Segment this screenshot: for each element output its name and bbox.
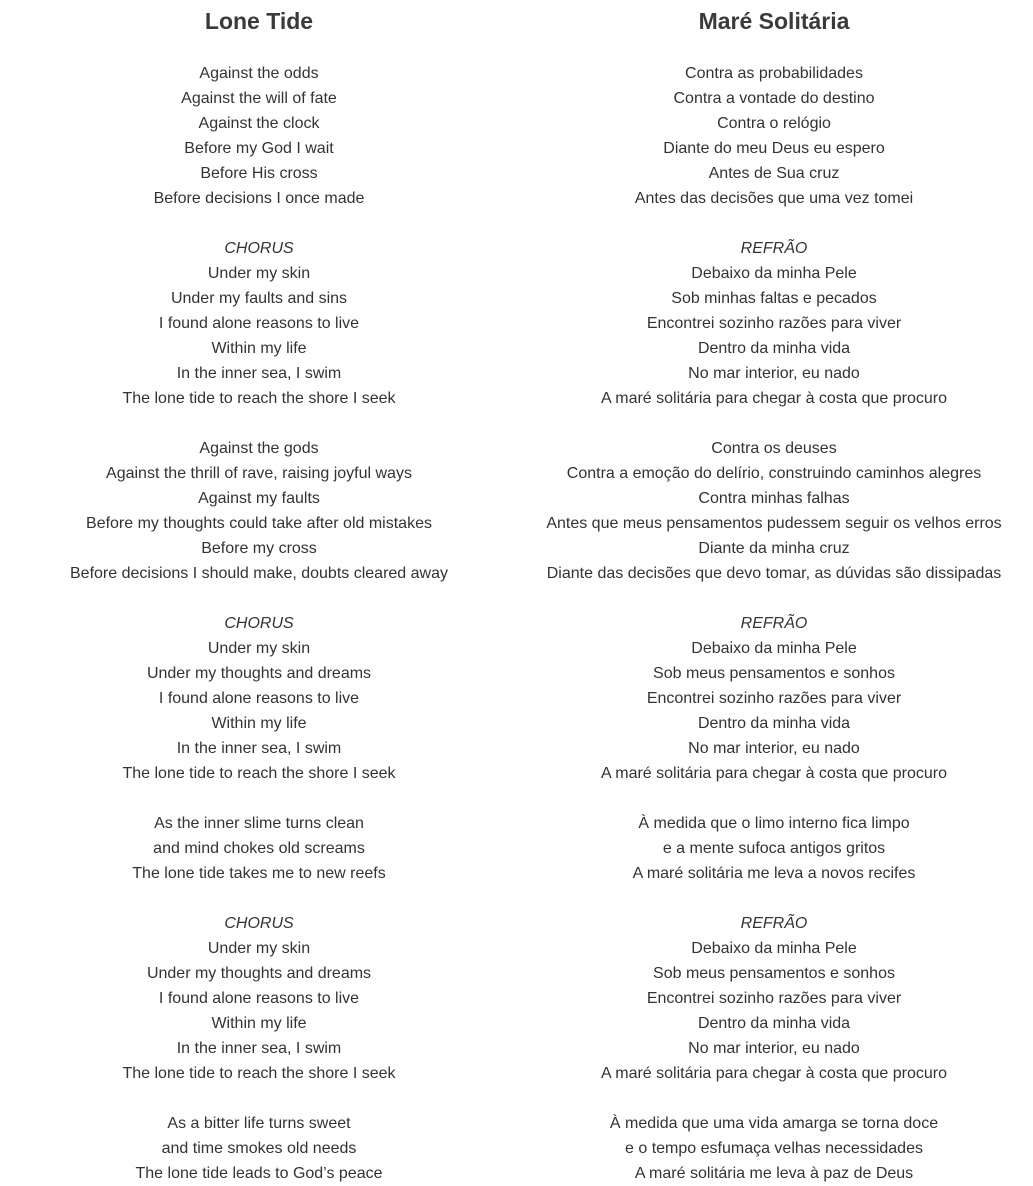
english-lyric-line: I found alone reasons to live <box>158 990 360 1007</box>
portuguese-lyric-line: A maré solitária me leva à paz de Deus <box>634 1165 914 1182</box>
stanza-spacer <box>515 211 1033 236</box>
portuguese-lyric-line: Debaixo da minha Pele <box>691 940 857 957</box>
english-lyric-line: Under my skin <box>207 265 311 282</box>
portuguese-lyric-line: Contra as probabilidades <box>685 65 863 82</box>
english-lyric-line: and time smokes old needs <box>161 1140 357 1157</box>
english-lyric-line: I found alone reasons to live <box>158 690 360 707</box>
stanza-spacer <box>0 1086 518 1111</box>
portuguese-lyric-line: Dentro da minha vida <box>697 1015 851 1032</box>
english-lyric-line: I found alone reasons to live <box>158 315 360 332</box>
portuguese-lyric-line: Sob meus pensamentos e sonhos <box>653 965 895 982</box>
english-lyric-line: Under my faults and sins <box>170 290 348 307</box>
english-lyric-line: Within my life <box>211 715 307 732</box>
portuguese-lyric-line: Dentro da minha vida <box>697 715 851 732</box>
english-lyric-line: Against the thrill of rave, raising joyful ways <box>106 465 412 482</box>
portuguese-lyric-line: Antes das decisões que uma vez tomei <box>634 190 914 207</box>
english-lyric-line: The lone tide leads to God’s peace <box>135 1165 383 1182</box>
english-lyrics-body <box>0 61 518 1186</box>
portuguese-lyric-line: A maré solitária para chegar à costa que procuro <box>601 765 947 782</box>
portuguese-lyric-line: Contra a vontade do destino <box>673 90 875 107</box>
portuguese-lyrics-column <box>515 0 1033 1182</box>
portuguese-lyric-line: Sob meus pensamentos e sonhos <box>653 665 895 682</box>
portuguese-chorus-label: REFRÃO <box>740 915 808 932</box>
stanza-spacer <box>0 586 518 611</box>
portuguese-lyric-line: À medida que o limo interno fica limpo <box>638 815 910 832</box>
english-chorus-label: CHORUS <box>224 240 294 257</box>
portuguese-lyric-line: No mar interior, eu nado <box>688 740 860 757</box>
stanza-spacer <box>0 886 518 911</box>
portuguese-chorus-label: REFRÃO <box>740 240 808 257</box>
portuguese-lyric-line: Contra minhas falhas <box>698 490 850 507</box>
english-lyric-line: Before decisions I should make, doubts cleared away <box>70 565 448 582</box>
english-lyric-line: In the inner sea, I swim <box>176 740 342 757</box>
portuguese-lyric-line: Encontrei sozinho razões para viver <box>646 315 902 332</box>
english-lyric-line: Under my thoughts and dreams <box>146 965 372 982</box>
english-lyric-line: and mind chokes old screams <box>153 840 365 857</box>
english-lyrics-column <box>0 0 518 1182</box>
portuguese-lyric-line: A maré solitária me leva a novos recifes <box>632 865 916 882</box>
stanza-spacer <box>515 786 1033 811</box>
portuguese-lyric-line: Encontrei sozinho razões para viver <box>646 990 902 1007</box>
portuguese-lyric-line: Sob minhas faltas e pecados <box>671 290 877 307</box>
english-lyric-line: The lone tide to reach the shore I seek <box>122 1065 396 1082</box>
portuguese-lyric-line: Debaixo da minha Pele <box>691 640 857 657</box>
portuguese-lyric-line: A maré solitária para chegar à costa que procuro <box>601 390 947 407</box>
portuguese-lyric-line: Contra o relógio <box>717 115 831 132</box>
portuguese-lyric-line: Antes de Sua cruz <box>708 165 840 182</box>
stanza-spacer <box>515 886 1033 911</box>
portuguese-title: Maré Solitária <box>698 8 850 34</box>
portuguese-lyric-line: À medida que uma vida amarga se torna doce <box>609 1115 939 1132</box>
english-lyric-line: Against my faults <box>198 490 320 507</box>
portuguese-lyric-line: A maré solitária para chegar à costa que procuro <box>601 1065 947 1082</box>
english-lyric-line: Before His cross <box>200 165 318 182</box>
english-lyric-line: Against the odds <box>199 65 319 82</box>
english-lyric-line: Within my life <box>211 340 307 357</box>
portuguese-chorus-label: REFRÃO <box>740 615 808 632</box>
english-lyric-line: Against the gods <box>199 440 319 457</box>
english-lyric-line: As a bitter life turns sweet <box>167 1115 351 1132</box>
stanza-spacer <box>0 411 518 436</box>
stanza-spacer <box>515 586 1033 611</box>
portuguese-lyric-line: Diante do meu Deus eu espero <box>663 140 885 157</box>
stanza-spacer <box>0 211 518 236</box>
portuguese-lyric-line: Diante da minha cruz <box>698 540 850 557</box>
portuguese-lyric-line: Contra os deuses <box>711 440 837 457</box>
portuguese-lyric-line: Diante das decisões que devo tomar, as dúvidas são dissipadas <box>546 565 1002 582</box>
english-lyric-line: Under my skin <box>207 640 311 657</box>
portuguese-lyric-line: No mar interior, eu nado <box>688 365 860 382</box>
english-lyric-line: Before my God I wait <box>184 140 334 157</box>
stanza-spacer <box>515 1086 1033 1111</box>
english-lyric-line: The lone tide to reach the shore I seek <box>122 765 396 782</box>
portuguese-lyric-line: Debaixo da minha Pele <box>691 265 857 282</box>
english-lyric-line: As the inner slime turns clean <box>154 815 364 832</box>
english-lyric-line: Before my cross <box>201 540 317 557</box>
english-lyric-line: Under my thoughts and dreams <box>146 665 372 682</box>
english-chorus-label: CHORUS <box>224 915 294 932</box>
portuguese-lyric-line: Contra a emoção do delírio, construindo caminhos alegres <box>566 465 982 482</box>
english-lyric-line: In the inner sea, I swim <box>176 365 342 382</box>
english-title: Lone Tide <box>204 8 314 34</box>
english-lyric-line: Before decisions I once made <box>153 190 365 207</box>
portuguese-lyric-line: e a mente sufoca antigos gritos <box>662 840 886 857</box>
english-lyric-line: Against the will of fate <box>181 90 337 107</box>
portuguese-lyric-line: e o tempo esfumaça velhas necessidades <box>625 1140 923 1157</box>
english-chorus-label: CHORUS <box>224 615 294 632</box>
portuguese-lyric-line: No mar interior, eu nado <box>688 1040 860 1057</box>
portuguese-lyric-line: Encontrei sozinho razões para viver <box>646 690 902 707</box>
portuguese-lyric-line: Dentro da minha vida <box>697 340 851 357</box>
english-lyric-line: Against the clock <box>198 115 320 132</box>
english-lyric-line: The lone tide takes me to new reefs <box>132 865 386 882</box>
portuguese-lyrics-body <box>515 61 1033 1186</box>
english-lyric-line: In the inner sea, I swim <box>176 1040 342 1057</box>
stanza-spacer <box>515 411 1033 436</box>
portuguese-lyric-line: Antes que meus pensamentos pudessem seguir os velhos erros <box>546 515 1002 532</box>
english-lyric-line: Before my thoughts could take after old mistakes <box>86 515 432 532</box>
english-lyric-line: Within my life <box>211 1015 307 1032</box>
english-lyric-line: The lone tide to reach the shore I seek <box>122 390 396 407</box>
english-lyric-line: Under my skin <box>207 940 311 957</box>
stanza-spacer <box>0 786 518 811</box>
